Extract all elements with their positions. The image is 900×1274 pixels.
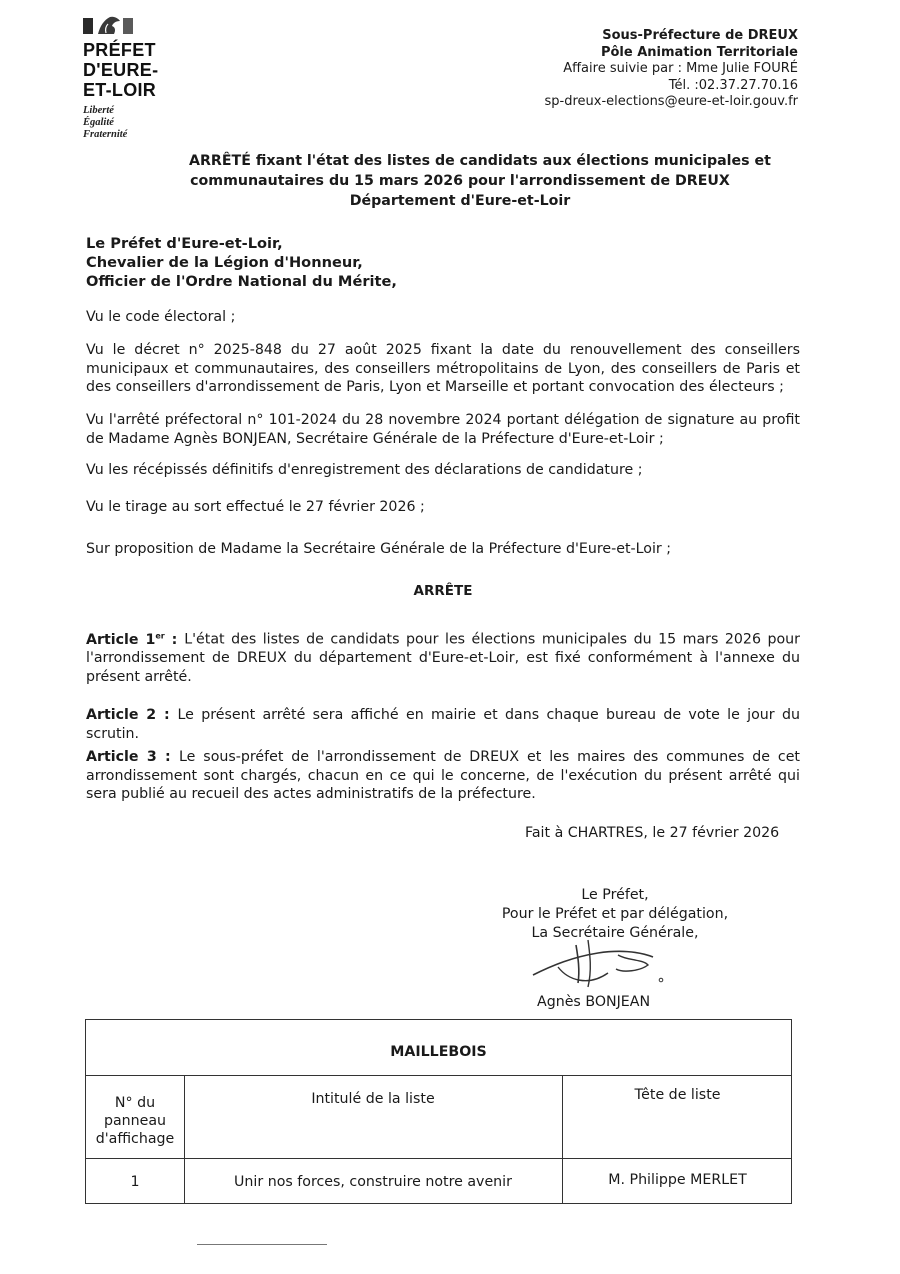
row-list-title: Unir nos forces, construire notre avenir: [234, 1174, 512, 1190]
republic-motto: Liberté Égalité Fraternité: [83, 105, 128, 140]
article-label: Article 2 :: [86, 707, 178, 723]
place-date: Fait à CHARTRES, le 27 février 2026: [525, 825, 780, 841]
footer-rule: [197, 1244, 327, 1245]
marianne-emblem-icon: [83, 14, 135, 36]
article-text: Le sous-préfet de l'arrondissement de DREUX et les maires des communes de cet arrondissement sont chargés, chacun en ce qui le concerne, de l'exécution du présent arrêté qui sera publié au recueil des actes administratifs de la préfecture.: [86, 749, 800, 802]
handwritten-signature: [528, 935, 668, 997]
visa-tirage: Vu le tirage au sort effectué le 27 février 2026 ;: [86, 499, 425, 515]
prefet-titles: Le Préfet d'Eure-et-Loir, Chevalier de la Légion d'Honneur, Officier de l'Ordre National du Mérite,: [86, 235, 397, 290]
letterhead: [545, 28, 799, 111]
prefecture-name: PRÉFET D'EURE- ET-LOIR: [83, 40, 159, 100]
prefecture-logo: [83, 14, 173, 141]
article-text: Le présent arrêté sera affiché en mairie et dans chaque bureau de vote le jour du scrutin.: [86, 707, 800, 742]
article-label: Article 1er :: [86, 631, 185, 648]
phone-number: Tél. :02.37.27.70.16: [668, 77, 798, 93]
header-list-title: Intitulé de la liste: [311, 1091, 435, 1107]
article-1: [86, 627, 800, 686]
visa-arrete-delegation: Vu l'arrêté préfectoral n° 101-2024 du 28 novembre 2024 portant délégation de signature au profit de Madame Agnès BONJEAN, Secrétaire Générale de la Préfecture d'Eure-et-Loir ;: [86, 412, 800, 447]
contact-person: Affaire suivie par : Mme Julie FOURÉ: [563, 61, 798, 76]
visa-recepisses: Vu les récépissés définitifs d'enregistrement des déclarations de candidature ;: [86, 462, 643, 478]
candidate-list-table: [85, 1019, 792, 1204]
row-panel-number: 1: [130, 1174, 140, 1190]
arrete-heading: ARRÊTE: [413, 583, 473, 599]
document-title: ARRÊTÉ fixant l'état des listes de candidats aux élections municipales et communautaires du 15 mars 2026 pour l'arrondissement de DREUX Département d'Eure-et-Loir: [189, 153, 771, 209]
article-3: [86, 748, 800, 804]
commune-name: MAILLEBOIS: [86, 1020, 791, 1076]
visa-decret: Vu le décret n° 2025-848 du 27 août 2025 fixant la date du renouvellement des conseillers municipaux et communautaires, des conseillers métropolitains de Lyon, des conseillers de Paris et des conseillers d'arrondissement de Paris, Lyon et Marseille et portant convocation des électeurs ;: [86, 342, 800, 395]
department-name: Pôle Animation Territoriale: [600, 44, 798, 60]
proposition: Sur proposition de Madame la Secrétaire Générale de la Préfecture d'Eure-et-Loir ;: [86, 541, 672, 557]
header-list-head: Tête de liste: [634, 1087, 721, 1103]
article-label: Article 3 :: [86, 749, 180, 765]
article-2: [86, 706, 800, 743]
header-panel-number: N° du panneau d'affichage: [95, 1095, 175, 1147]
signature-block: Le Préfet, Pour le Préfet et par délégation, La Secrétaire Générale,: [501, 887, 729, 941]
signer-name: Agnès BONJEAN: [537, 994, 651, 1010]
visa-code-electoral: Vu le code électoral ;: [86, 309, 236, 325]
contact-email: sp-dreux-elections@eure-et-loir.gouv.fr: [544, 94, 798, 109]
office-name: Sous-Préfecture de DREUX: [602, 28, 798, 43]
row-list-head: M. Philippe MERLET: [608, 1172, 747, 1188]
article-text: L'état des listes de candidats pour les élections municipales du 15 mars 2026 pour l'arrondissement de DREUX du département d'Eure-et-Loir, est fixé conformément à l'annexe du présent arrêté.: [86, 631, 800, 685]
